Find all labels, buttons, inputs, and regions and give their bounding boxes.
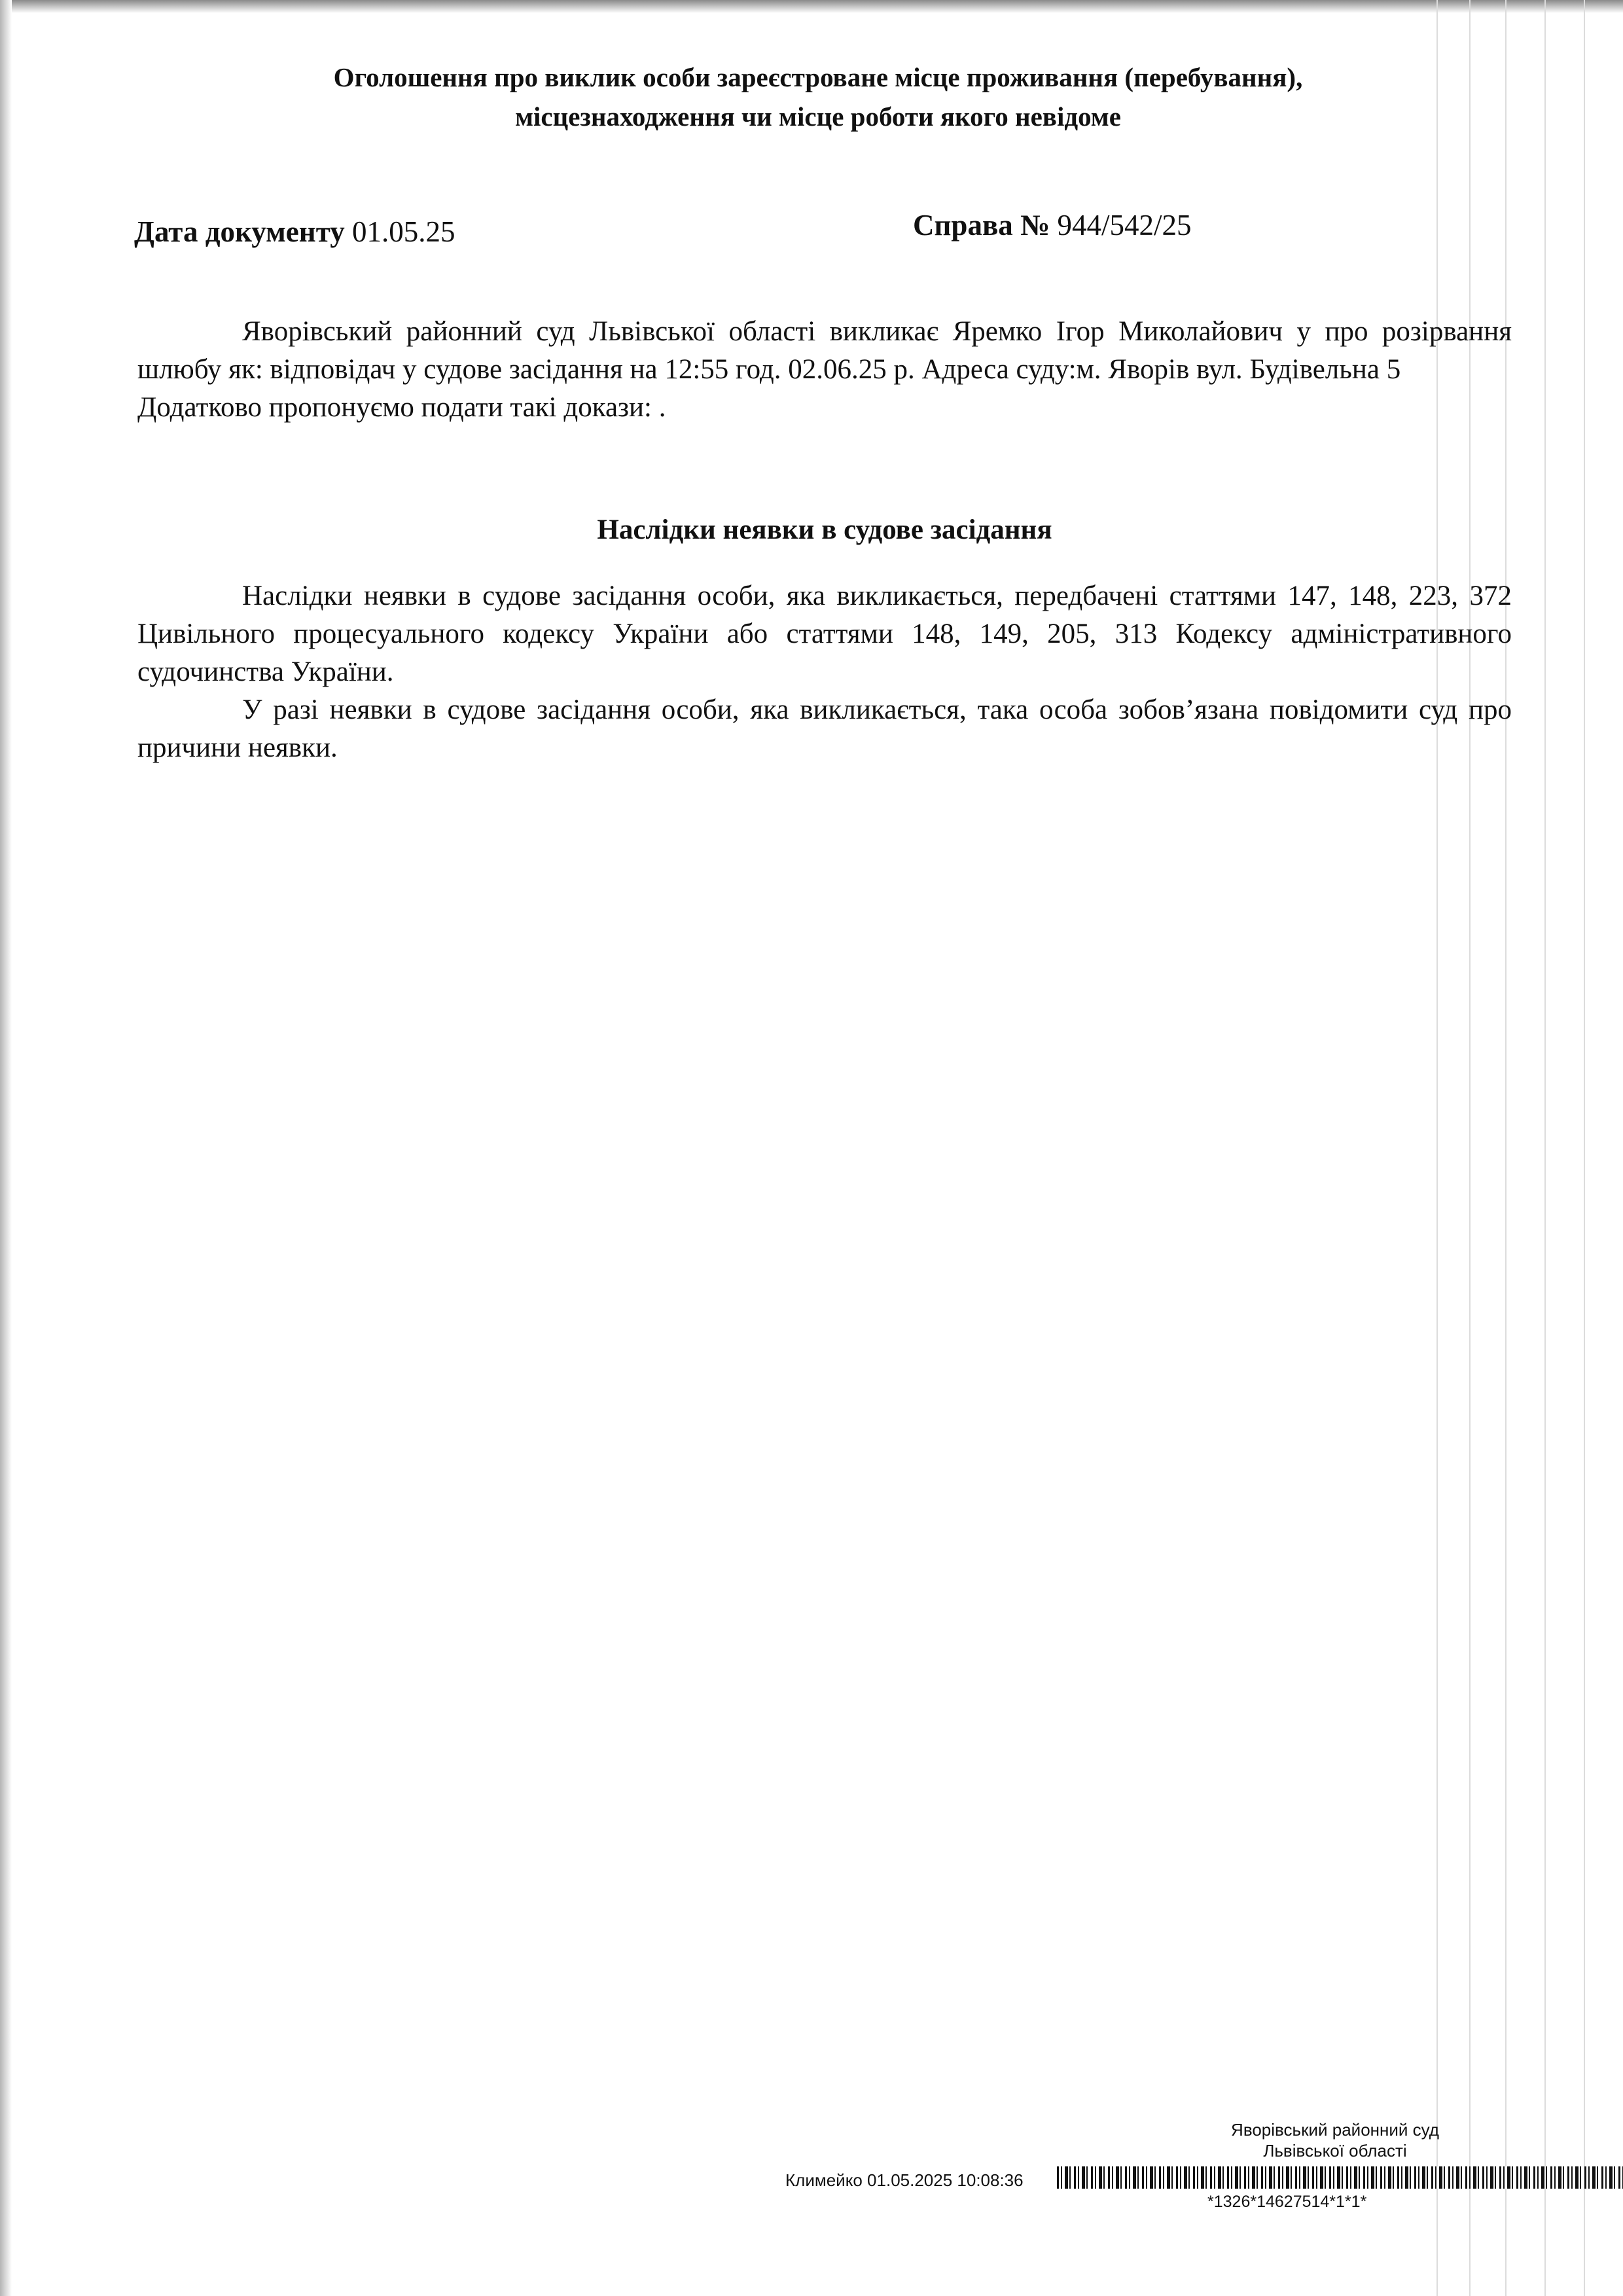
case-label: Справа № [913,209,1050,242]
title-line-1: Оголошення про виклик особи зареєстроване місце проживання (перебування), [333,62,1303,92]
document-date [134,215,455,249]
stamp-court-line-2: Львівської області [1263,2141,1407,2161]
registration-stamp [785,2119,1558,2250]
evidence-paragraph: Додатково пропонуємо подати такі докази: . [137,392,666,423]
case-value: 944/542/25 [1057,209,1192,242]
consequences-heading: Наслідки неявки в судове засідання [597,514,1052,545]
stamp-court-line-1: Яворівський районний суд [1231,2120,1439,2140]
date-label: Дата документу [134,215,345,248]
scan-line [1544,0,1546,2296]
stamp-clerk-datetime: Климейко 01.05.2025 10:08:36 [785,2170,1024,2190]
stamp-court-name [1191,2119,1479,2161]
case-number [913,208,1192,242]
scan-line [1584,0,1585,2296]
barcode-number: *1326*14627514*1*1* [1207,2193,1367,2211]
scan-left-edge [0,0,12,2296]
title-line-2: місцезнаходження чи місце роботи якого невідоме [515,101,1121,132]
consequences-paragraph-2: У разі неявки в судове засідання особи, яка викликається, така особа зобов’язана повідомити суд про причини неявки. [137,694,1512,763]
date-value: 01.05.25 [351,215,455,248]
summons-body [137,313,1512,427]
summons-paragraph: Яворівський районний суд Львівської області викликає Яремко Ігор Миколайович у про розірвання шлюбу як: відповідач у судове засідання на 12:55 год. 02.06.25 р. Адреса суду:м. Яворів вул. Будівельна 5 [137,316,1512,385]
barcode-icon [1057,2166,1623,2189]
consequences-body [137,577,1512,767]
document-title [151,58,1486,136]
consequences-paragraph-1: Наслідки неявки в судове засідання особи, яка викликається, передбачені статтями 147, 148, 223, 372 Цивільного процесуального кодексу України або статтями 148, 149, 205, 313 Кодексу адміністративного судочинства України. [137,581,1512,687]
scan-top-edge [0,0,1623,13]
